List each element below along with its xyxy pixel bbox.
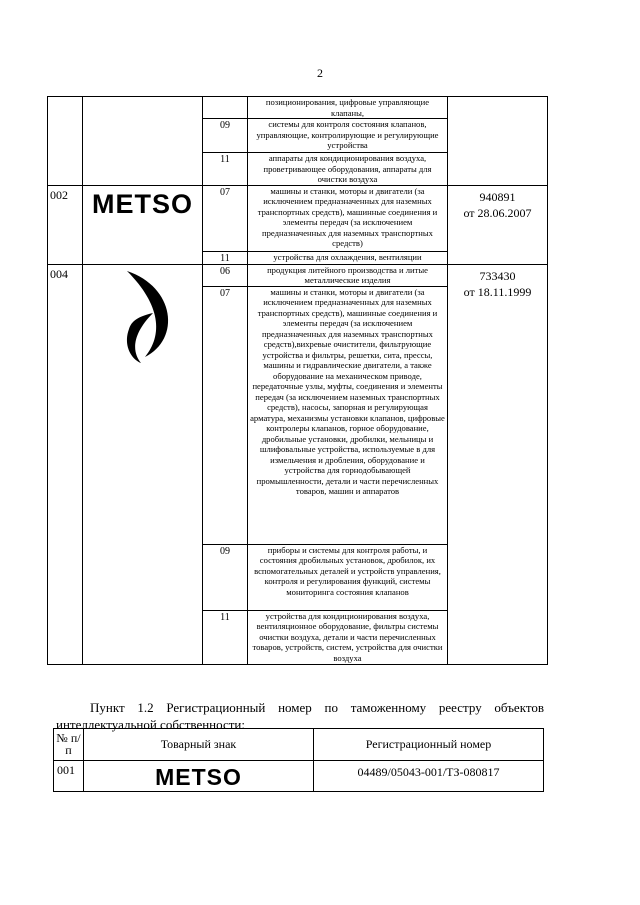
table-row: [48, 185, 548, 251]
registration-number: 04489/05043-001/ТЗ-080817: [314, 761, 544, 792]
goods-description: продукция литейного производства и литые металлические изделия: [248, 264, 448, 286]
header-registration: Регистрационный номер: [314, 729, 544, 761]
trademark-table: [47, 96, 548, 665]
class-number: 11: [203, 610, 248, 664]
class-number: 07: [203, 286, 248, 544]
goods-description: аппараты для кондиционирования воздуха, проветривающее оборудования, аппараты для очистки воздуха: [248, 153, 448, 186]
trademark-cell: [84, 761, 314, 792]
class-number: [203, 97, 248, 119]
row-number: 001: [54, 761, 84, 792]
goods-description: устройства для охлаждения, вентиляции: [248, 251, 448, 264]
section-paragraph: Пункт 1.2 Регистрационный номер по таможенному реестру объектов интеллектуальной собственности:: [56, 700, 544, 732]
table-row: [54, 761, 544, 792]
sail-logo: [83, 265, 203, 365]
table-row: [48, 97, 548, 119]
table-header-row: [54, 729, 544, 761]
class-number: 07: [203, 185, 248, 251]
goods-description: машины и станки, моторы и двигатели (за исключением предназначенных для наземных транспортных средств), машинные соединения и элементы передач (за исключением предназначенных для наземных транспортных средств),вихревые очистители, фильтрующие устройства и фильтры, решетки, сита, прессы, машины и гидравлические двигатели, а также оборудование на механическом приводе, передаточные узлы, муфты, соединения и элементы передач (за исключением наземных транспортных средств), насосы, запорная и регулирующая арматура, механизмы установки клапанов, цифровые контролеры клапанов, горное оборудование, дробильные установки, дробилки, мельницы и шлифовальные устройства, используемые в для измельчения и дробления, оборудование и устройства для горнодобывающей промышленности, детали и части перечисленных товаров, машин и аппаратов: [248, 286, 448, 544]
registration-number: 733430: [479, 268, 516, 283]
header-number: № п/п: [54, 729, 84, 761]
row-number: [48, 97, 83, 186]
customs-registry-table: [53, 728, 544, 792]
class-number: 06: [203, 264, 248, 286]
goods-description: позиционирования, цифровые управляющие клапаны,: [248, 97, 448, 119]
registration-number: 940891: [479, 189, 516, 204]
class-number: 09: [203, 119, 248, 153]
goods-description: машины и станки, моторы и двигатели (за исключением предназначенных для наземных транспортных средств), машинные соединения и элементы передач (за исключением предназначенных для наземных транспортных средств): [248, 185, 448, 251]
trademark-cell: [83, 97, 203, 186]
table-row: [48, 264, 548, 286]
goods-description: системы для контроля состояния клапанов, управляющие, контролирующие и регулирующие устройства: [248, 119, 448, 153]
trademark-cell: [83, 264, 203, 664]
metso-logo: METSO: [91, 188, 193, 219]
registration-cell: [448, 185, 548, 264]
row-number: 004: [48, 264, 83, 664]
class-number: 09: [203, 544, 248, 610]
registration-date: от 28.06.2007: [463, 205, 532, 220]
goods-description: устройства для кондиционирования воздуха, вентиляционное оборудование, фильтры системы очистки воздуха, детали и части перечисленных товаров, устройств, систем, устройства для очистки воздуха: [248, 610, 448, 664]
registration-cell: [448, 97, 548, 186]
class-number: 11: [203, 153, 248, 186]
trademark-cell: [83, 185, 203, 264]
header-trademark: Товарный знак: [84, 729, 314, 761]
row-number: 002: [48, 185, 83, 264]
metso-logo: METSO: [155, 764, 242, 790]
registration-date: от 18.11.1999: [463, 284, 532, 299]
class-number: 11: [203, 251, 248, 264]
page-number: 2: [317, 66, 323, 80]
registration-cell: [448, 264, 548, 664]
goods-description: приборы и системы для контроля работы, и состояния дробильных установок, дробилок, их вспомогательных деталей и устройств управления, контроля и регулирования функций, системы мониторинга состояния клапанов: [248, 544, 448, 610]
